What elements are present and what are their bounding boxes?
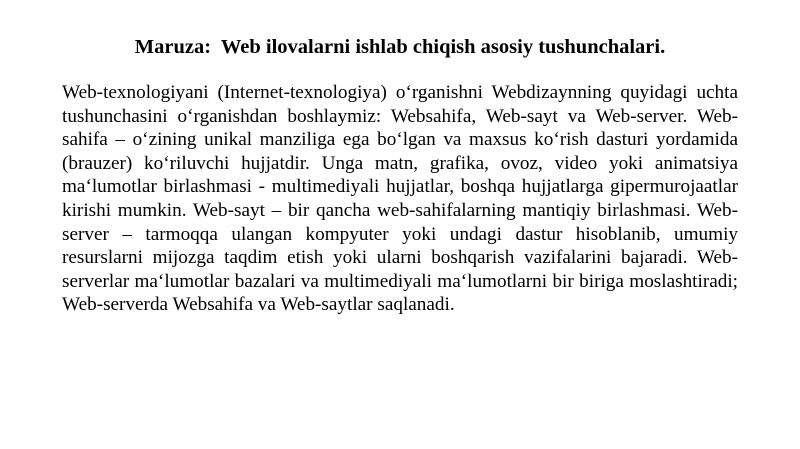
slide-body-paragraph: Web-texnologiyani (Internet-texnologiya) o‘rganishni Webdizaynning quyidagi uchta tushunchasini o‘rganishdan boshlaymiz: Websahifa, Web-sayt va Web-server. Web-sahifa – o‘zining unikal manziliga ega bo‘lgan va maxsus ko‘rish dasturi yordamida (brauzer) ko‘riluvchi hujjatdir. Unga matn, grafika, ovoz, video yoki animatsiya ma‘lumotlar birlashmasi - multimediyali hujjatlar, boshqa hujjatlarga gipermurojaatlar kirishi mumkin. Web-sayt – bir qancha web-sahifalarning mantiqiy birlashmasi. Web-server – tarmoqqa ulangan kompyuter yoki undagi dastur hisoblanib, umumiy resurslarni mijozga taqdim etish yoki ularni boshqarish vazifalarini bajaradi. Web-serverlar ma‘lumotlar bazalari va multimediyali ma‘lumotlarni bir biriga moslashtiradi; Web-serverda Websahifa va Web-saytlar saqlanadi.	[62, 82, 738, 316]
slide-title: Maruza: Web ilovalarni ishlab chiqish asosiy tushunchalari.	[134, 36, 666, 58]
